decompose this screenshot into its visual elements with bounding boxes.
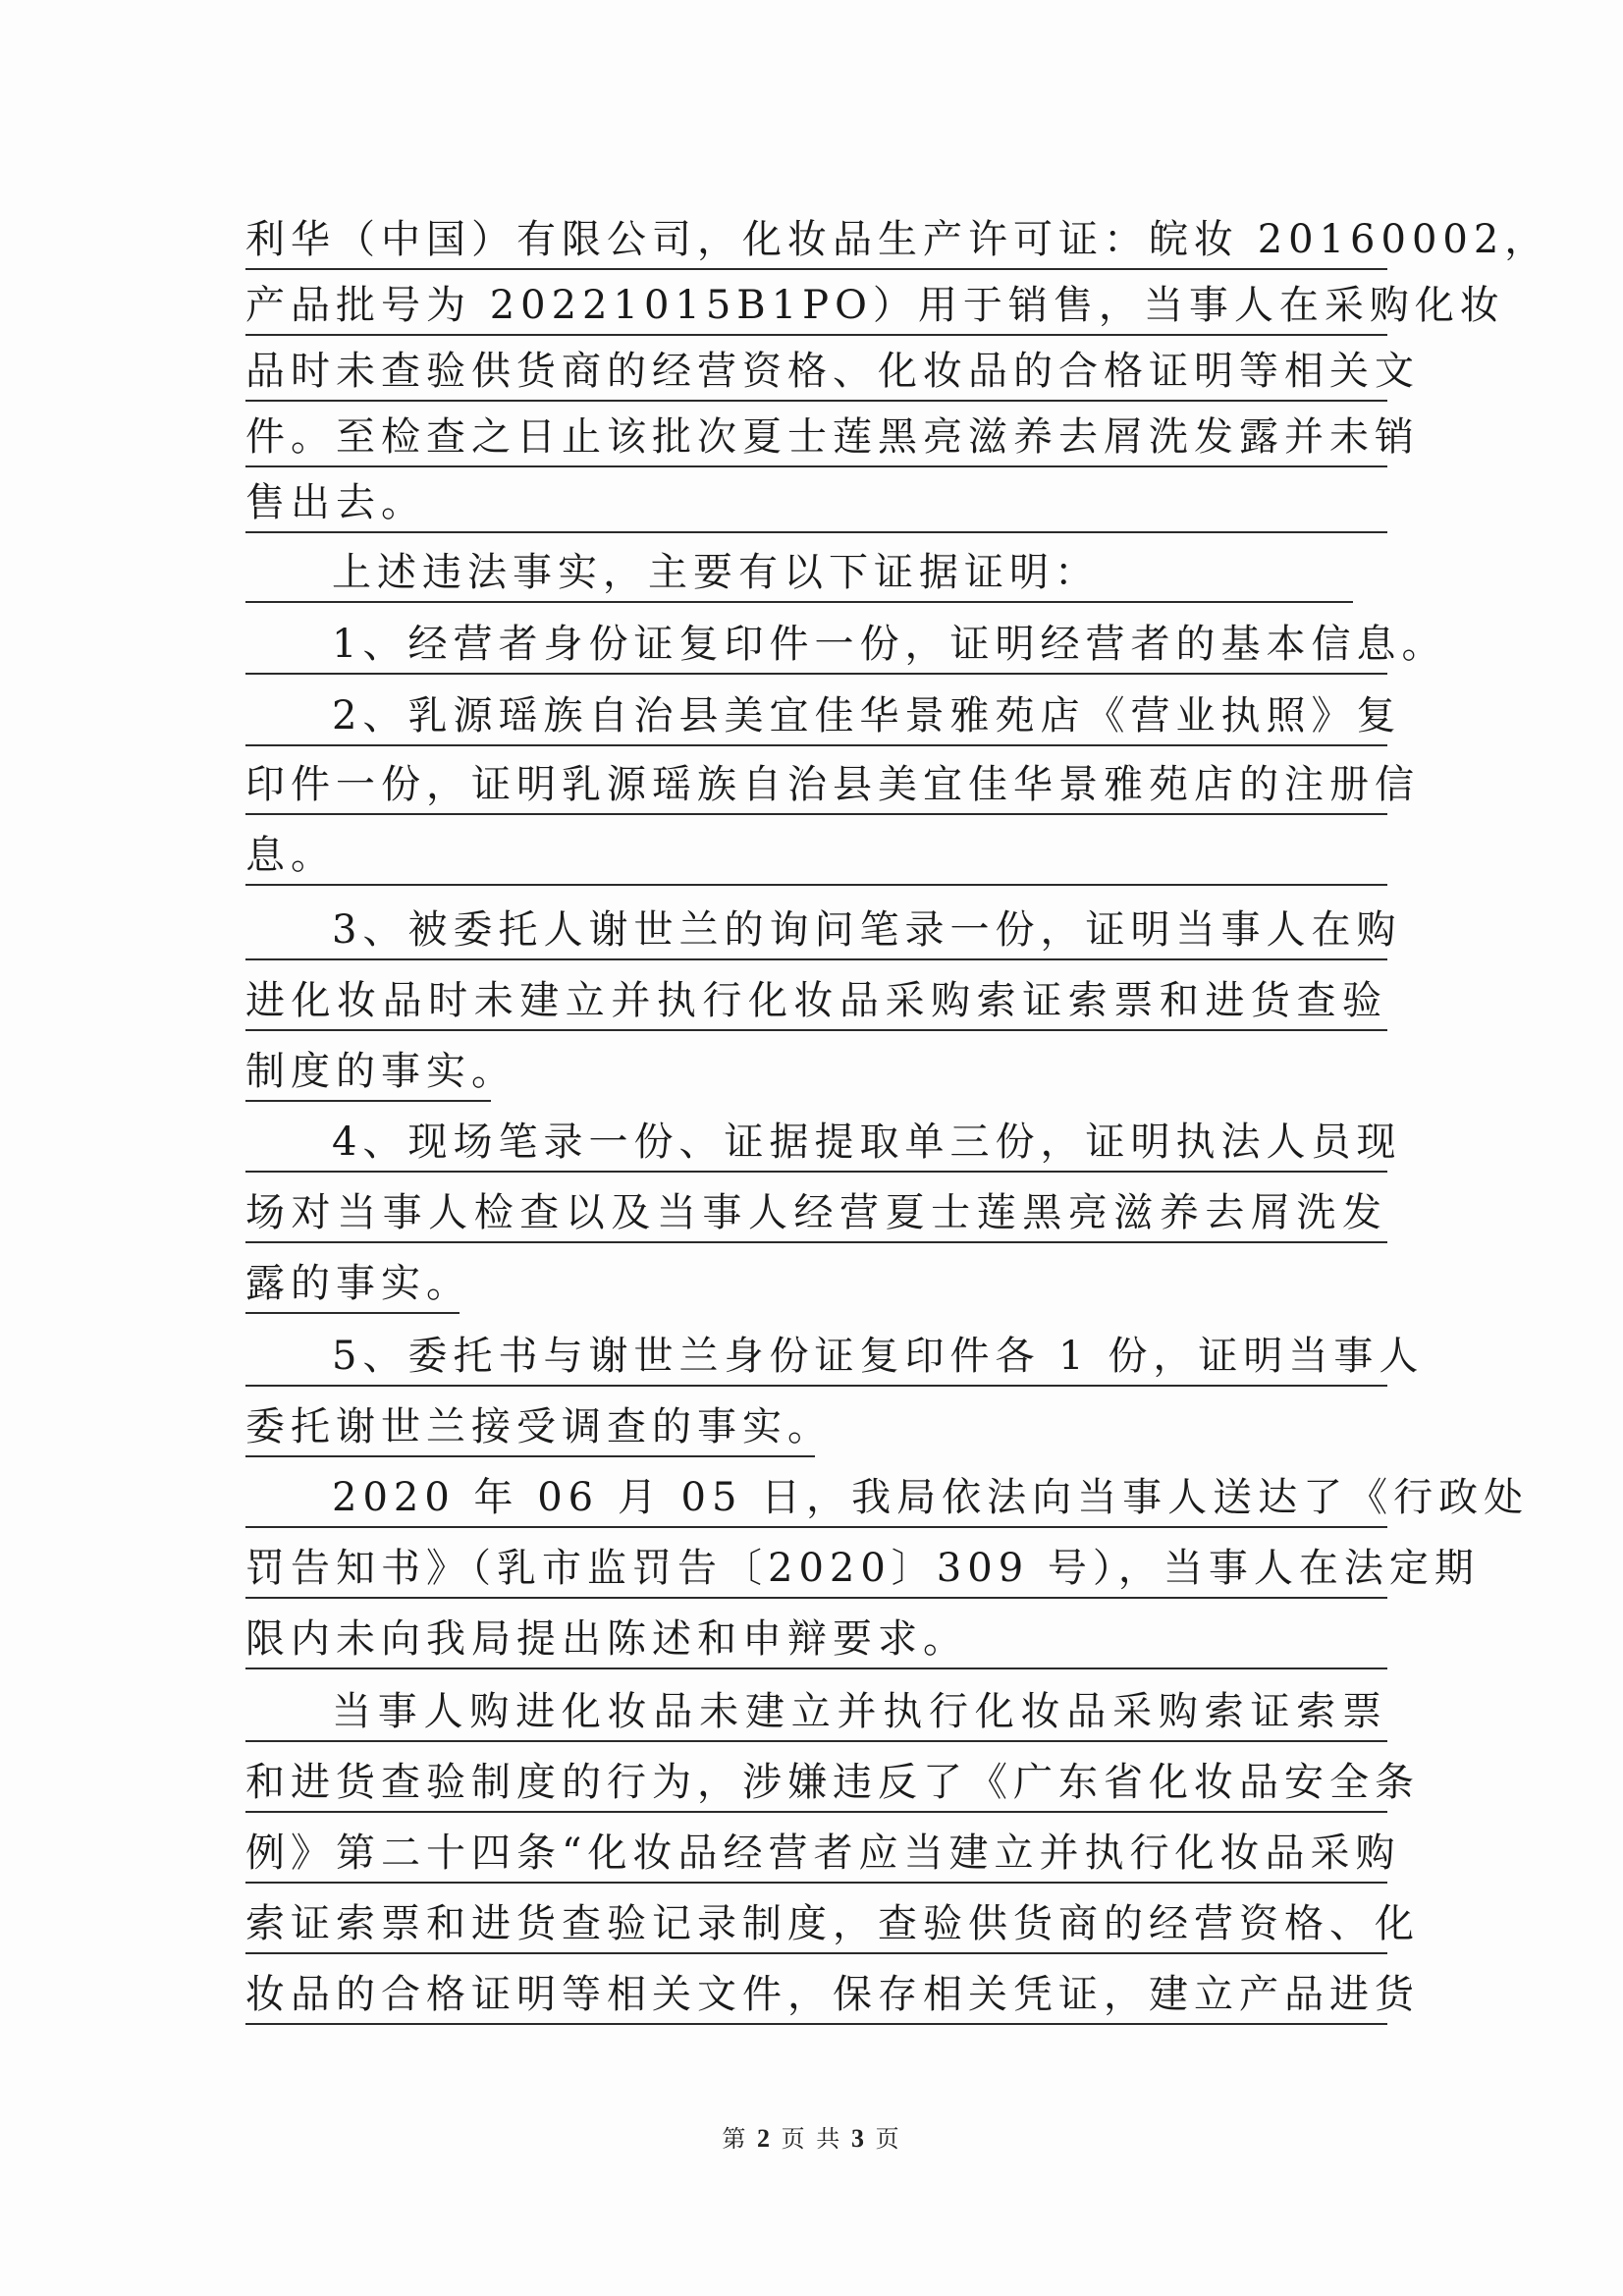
- text-line: 露的事实。: [245, 1255, 460, 1314]
- text-line: 5、委托书与谢世兰身份证复印件各 1 份，证明当事人: [245, 1328, 1387, 1387]
- footer-prefix: 第: [722, 2125, 748, 2153]
- text-line: 息。: [245, 827, 1387, 886]
- text-line: 委托谢世兰接受调查的事实。: [245, 1398, 815, 1457]
- text-line: 1、经营者身份证复印件一份，证明经营者的基本信息。: [245, 616, 1387, 675]
- text-line: 进化妆品时未建立并执行化妆品采购索证索票和进货查验: [245, 972, 1387, 1031]
- text-line: 品时未查验供货商的经营资格、化妆品的合格证明等相关文: [245, 343, 1387, 402]
- text-line: 当事人购进化妆品未建立并执行化妆品采购索证索票: [245, 1683, 1387, 1742]
- text-line: 上述违法事实，主要有以下证据证明：: [245, 544, 1353, 603]
- text-line: 3、被委托人谢世兰的询问笔录一份，证明当事人在购: [245, 902, 1387, 960]
- text-line: 产品批号为 20221015B1PO）用于销售，当事人在采购化妆: [245, 277, 1387, 336]
- text-line: 和进货查验制度的行为，涉嫌违反了《广东省化妆品安全条: [245, 1754, 1387, 1813]
- text-line: 例》第二十四条“化妆品经营者应当建立并执行化妆品采购: [245, 1825, 1387, 1884]
- text-line: 场对当事人检查以及当事人经营夏士莲黑亮滋养去屑洗发: [245, 1184, 1387, 1243]
- text-line: 2、乳源瑶族自治县美宜佳华景雅苑店《营业执照》复: [245, 687, 1387, 746]
- text-line: 件。至检查之日止该批次夏士莲黑亮滋养去屑洗发露并未销: [245, 409, 1387, 467]
- text-line: 售出去。: [245, 474, 1387, 533]
- text-line: 印件一份，证明乳源瑶族自治县美宜佳华景雅苑店的注册信: [245, 756, 1387, 815]
- current-page-number: 2: [757, 2124, 773, 2153]
- text-line: 2020 年 06 月 05 日，我局依法向当事人送达了《行政处: [245, 1469, 1387, 1528]
- footer-suffix: 页: [875, 2125, 901, 2153]
- footer-middle: 页 共: [781, 2125, 842, 2153]
- text-line: 利华（中国）有限公司，化妆品生产许可证：皖妆 20160002，: [245, 211, 1387, 270]
- text-line: 罚告知书》（乳市监罚告〔2020〕309 号），当事人在法定期: [245, 1540, 1387, 1599]
- text-line: 索证索票和进货查验记录制度，查验供货商的经营资格、化: [245, 1895, 1387, 1954]
- text-line: 制度的事实。: [245, 1043, 491, 1102]
- text-line: 限内未向我局提出陈述和申辩要求。: [245, 1611, 1387, 1669]
- page-footer: [0, 2123, 1623, 2155]
- text-line: 妆品的合格证明等相关文件，保存相关凭证，建立产品进货: [245, 1966, 1387, 2025]
- text-line: 4、现场笔录一份、证据提取单三份，证明执法人员现: [245, 1114, 1387, 1173]
- total-page-number: 3: [850, 2124, 866, 2153]
